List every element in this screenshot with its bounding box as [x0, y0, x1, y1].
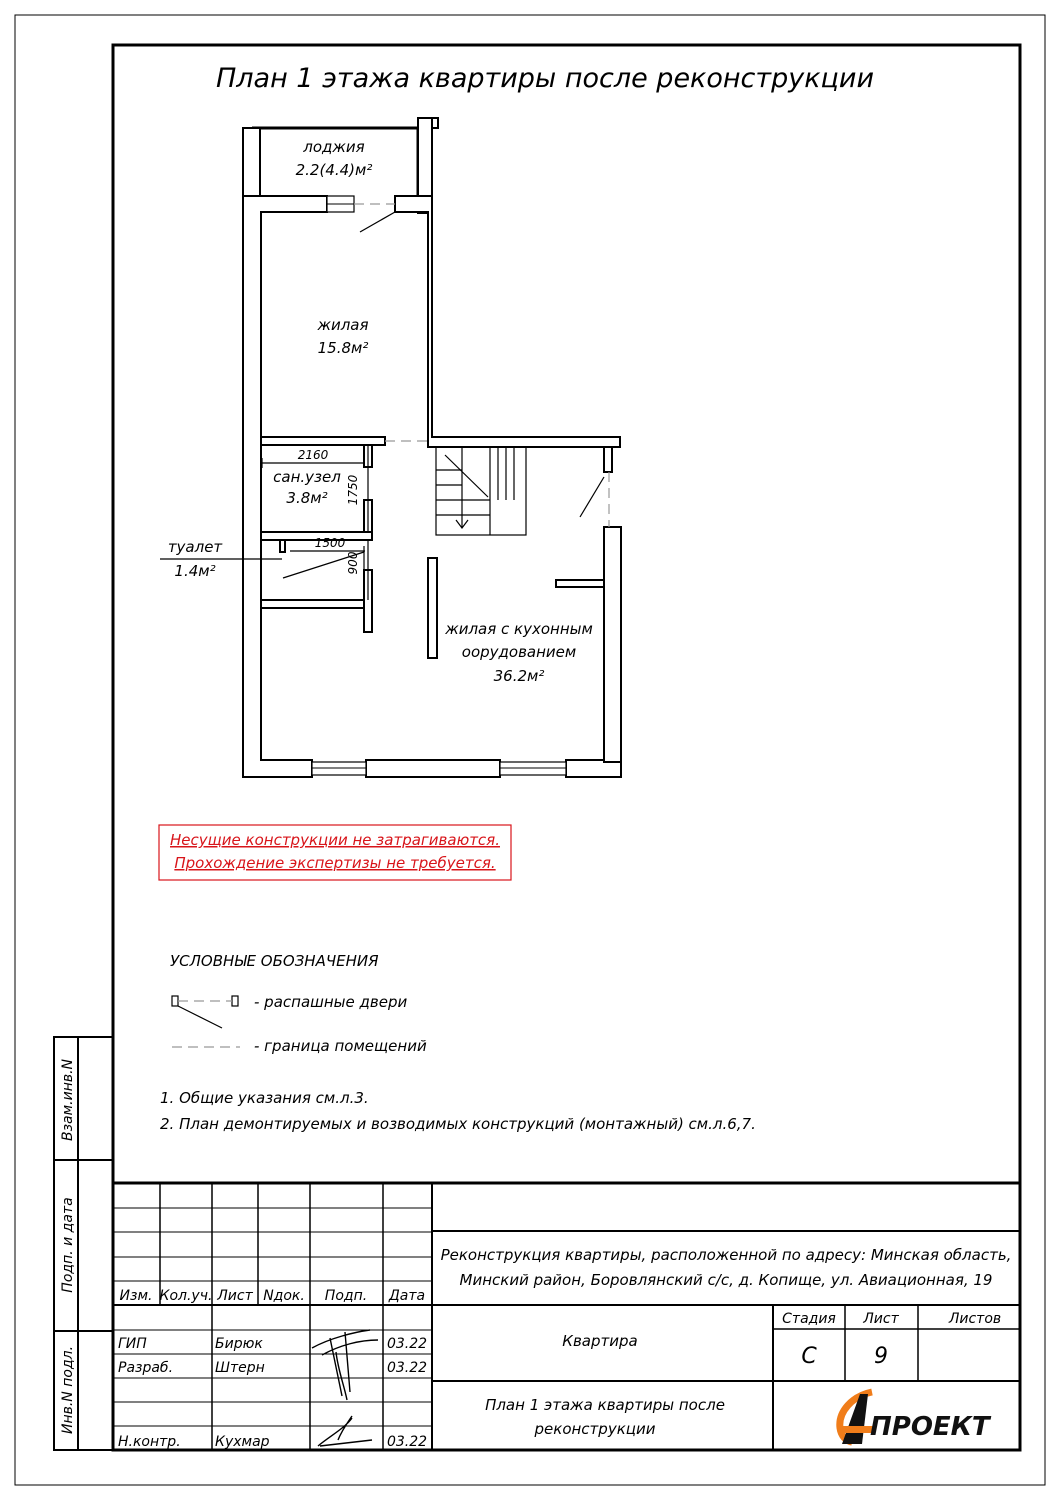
tb-stage-value: С [801, 1344, 817, 1369]
staircase [436, 447, 526, 535]
tb-name-razrab: Штерн [215, 1360, 265, 1376]
loggia-wall-left [243, 128, 260, 196]
tb-sheet-title-2: реконструкции [534, 1420, 656, 1438]
tb-sheets-label: Листов [948, 1311, 1002, 1327]
tb-role-nkontr: Н.контр. [118, 1434, 181, 1450]
tb-name-nkontr: Кухмар [215, 1434, 270, 1450]
tb-header-data: Дата [388, 1288, 426, 1304]
partition-kitchen [428, 558, 437, 658]
tb-sheet-title-1: План 1 этажа квартиры после [485, 1396, 725, 1414]
kitchen-name2: оорудованием [461, 643, 577, 661]
bath-area: 3.8м² [286, 489, 328, 507]
dim-toilet-width: 1500 [314, 536, 346, 550]
legend-door-symbol [172, 996, 238, 1028]
tb-header-izm: Изм. [119, 1288, 153, 1304]
tb-project-line-2: Минский район, Боровлянский с/с, д. Копище, ул. Авиационная, 19 [459, 1271, 993, 1289]
tb-sheet-value: 9 [874, 1344, 888, 1369]
legend-title: УСЛОВНЫЕ ОБОЗНАЧЕНИЯ [170, 952, 379, 970]
dim-bath-height: 1750 [346, 474, 360, 506]
toilet-name: туалет [167, 538, 223, 556]
company-logo [840, 1392, 992, 1444]
outer-wall-right [395, 196, 620, 447]
toilet-area: 1.4м² [174, 562, 216, 580]
living-area: 15.8м² [317, 339, 369, 357]
kitchen-area: 36.2м² [493, 667, 545, 685]
wall-bottom-mid [366, 760, 500, 777]
tb-header-list: Лист [217, 1288, 253, 1304]
tb-date-gip: 03.22 [386, 1336, 428, 1352]
partition-toilet-bottom [261, 600, 372, 608]
tb-header-ndok: Nдок. [263, 1288, 305, 1304]
loggia-name: лоджия [303, 138, 365, 156]
partition-right-stub [556, 580, 604, 587]
loggia-area: 2.2(4.4)м² [295, 161, 373, 179]
dim-bath-width: 2160 [297, 448, 329, 462]
tb-sheet-label: Лист [863, 1311, 899, 1327]
outer-frame [15, 15, 1045, 1485]
tb-object: Квартира [562, 1332, 638, 1350]
tb-header-podp: Подп. [324, 1288, 368, 1304]
legend-doors: - распашные двери [254, 993, 408, 1011]
side-inv: Инв.N подл. [60, 1345, 76, 1435]
tb-name-gip: Бирюк [215, 1336, 263, 1352]
loggia-pier [432, 118, 438, 128]
living-name: жилая [317, 316, 369, 334]
tb-role-razrab: Разраб. [118, 1360, 174, 1376]
tb-date-nkontr: 03.22 [386, 1434, 428, 1450]
tb-role-gip: ГИП [118, 1336, 147, 1352]
tb-project-line-1: Реконструкция квартиры, расположенной по адресу: Минская область, [440, 1246, 1012, 1264]
tb-header-kol: Кол.уч. [159, 1288, 213, 1304]
notice-line-2: Прохождение экспертизы не требуется. [174, 854, 496, 872]
note-1: 1. Общие указания см.л.3. [160, 1089, 369, 1107]
side-vzam: Взам.инв.N [60, 1058, 76, 1142]
wall-right-upper [604, 447, 612, 472]
note-2: 2. План демонтируемых и возводимых конструкций (монтажный) см.л.6,7. [160, 1115, 756, 1133]
bath-name: сан.узел [273, 468, 341, 486]
page-title: План 1 этажа квартиры после реконструкции [215, 63, 875, 94]
logo-text: ПРОЕКТ [870, 1412, 990, 1442]
legend-boundary: - граница помещений [254, 1037, 427, 1055]
partition-toilet-left [280, 540, 285, 552]
notice-line-1: Несущие конструкции не затрагиваются. [170, 831, 500, 849]
wall-right-lower [604, 527, 621, 762]
dim-toilet-height: 900 [346, 551, 360, 575]
partition-living-bath [261, 437, 385, 445]
tb-stage-label: Стадия [782, 1311, 836, 1327]
side-podp: Подп. и дата [60, 1197, 76, 1293]
outer-wall [243, 196, 327, 777]
tb-date-razrab: 03.22 [386, 1360, 428, 1376]
kitchen-name: жилая с кухонным [445, 620, 593, 638]
signature-marks [312, 1330, 378, 1446]
